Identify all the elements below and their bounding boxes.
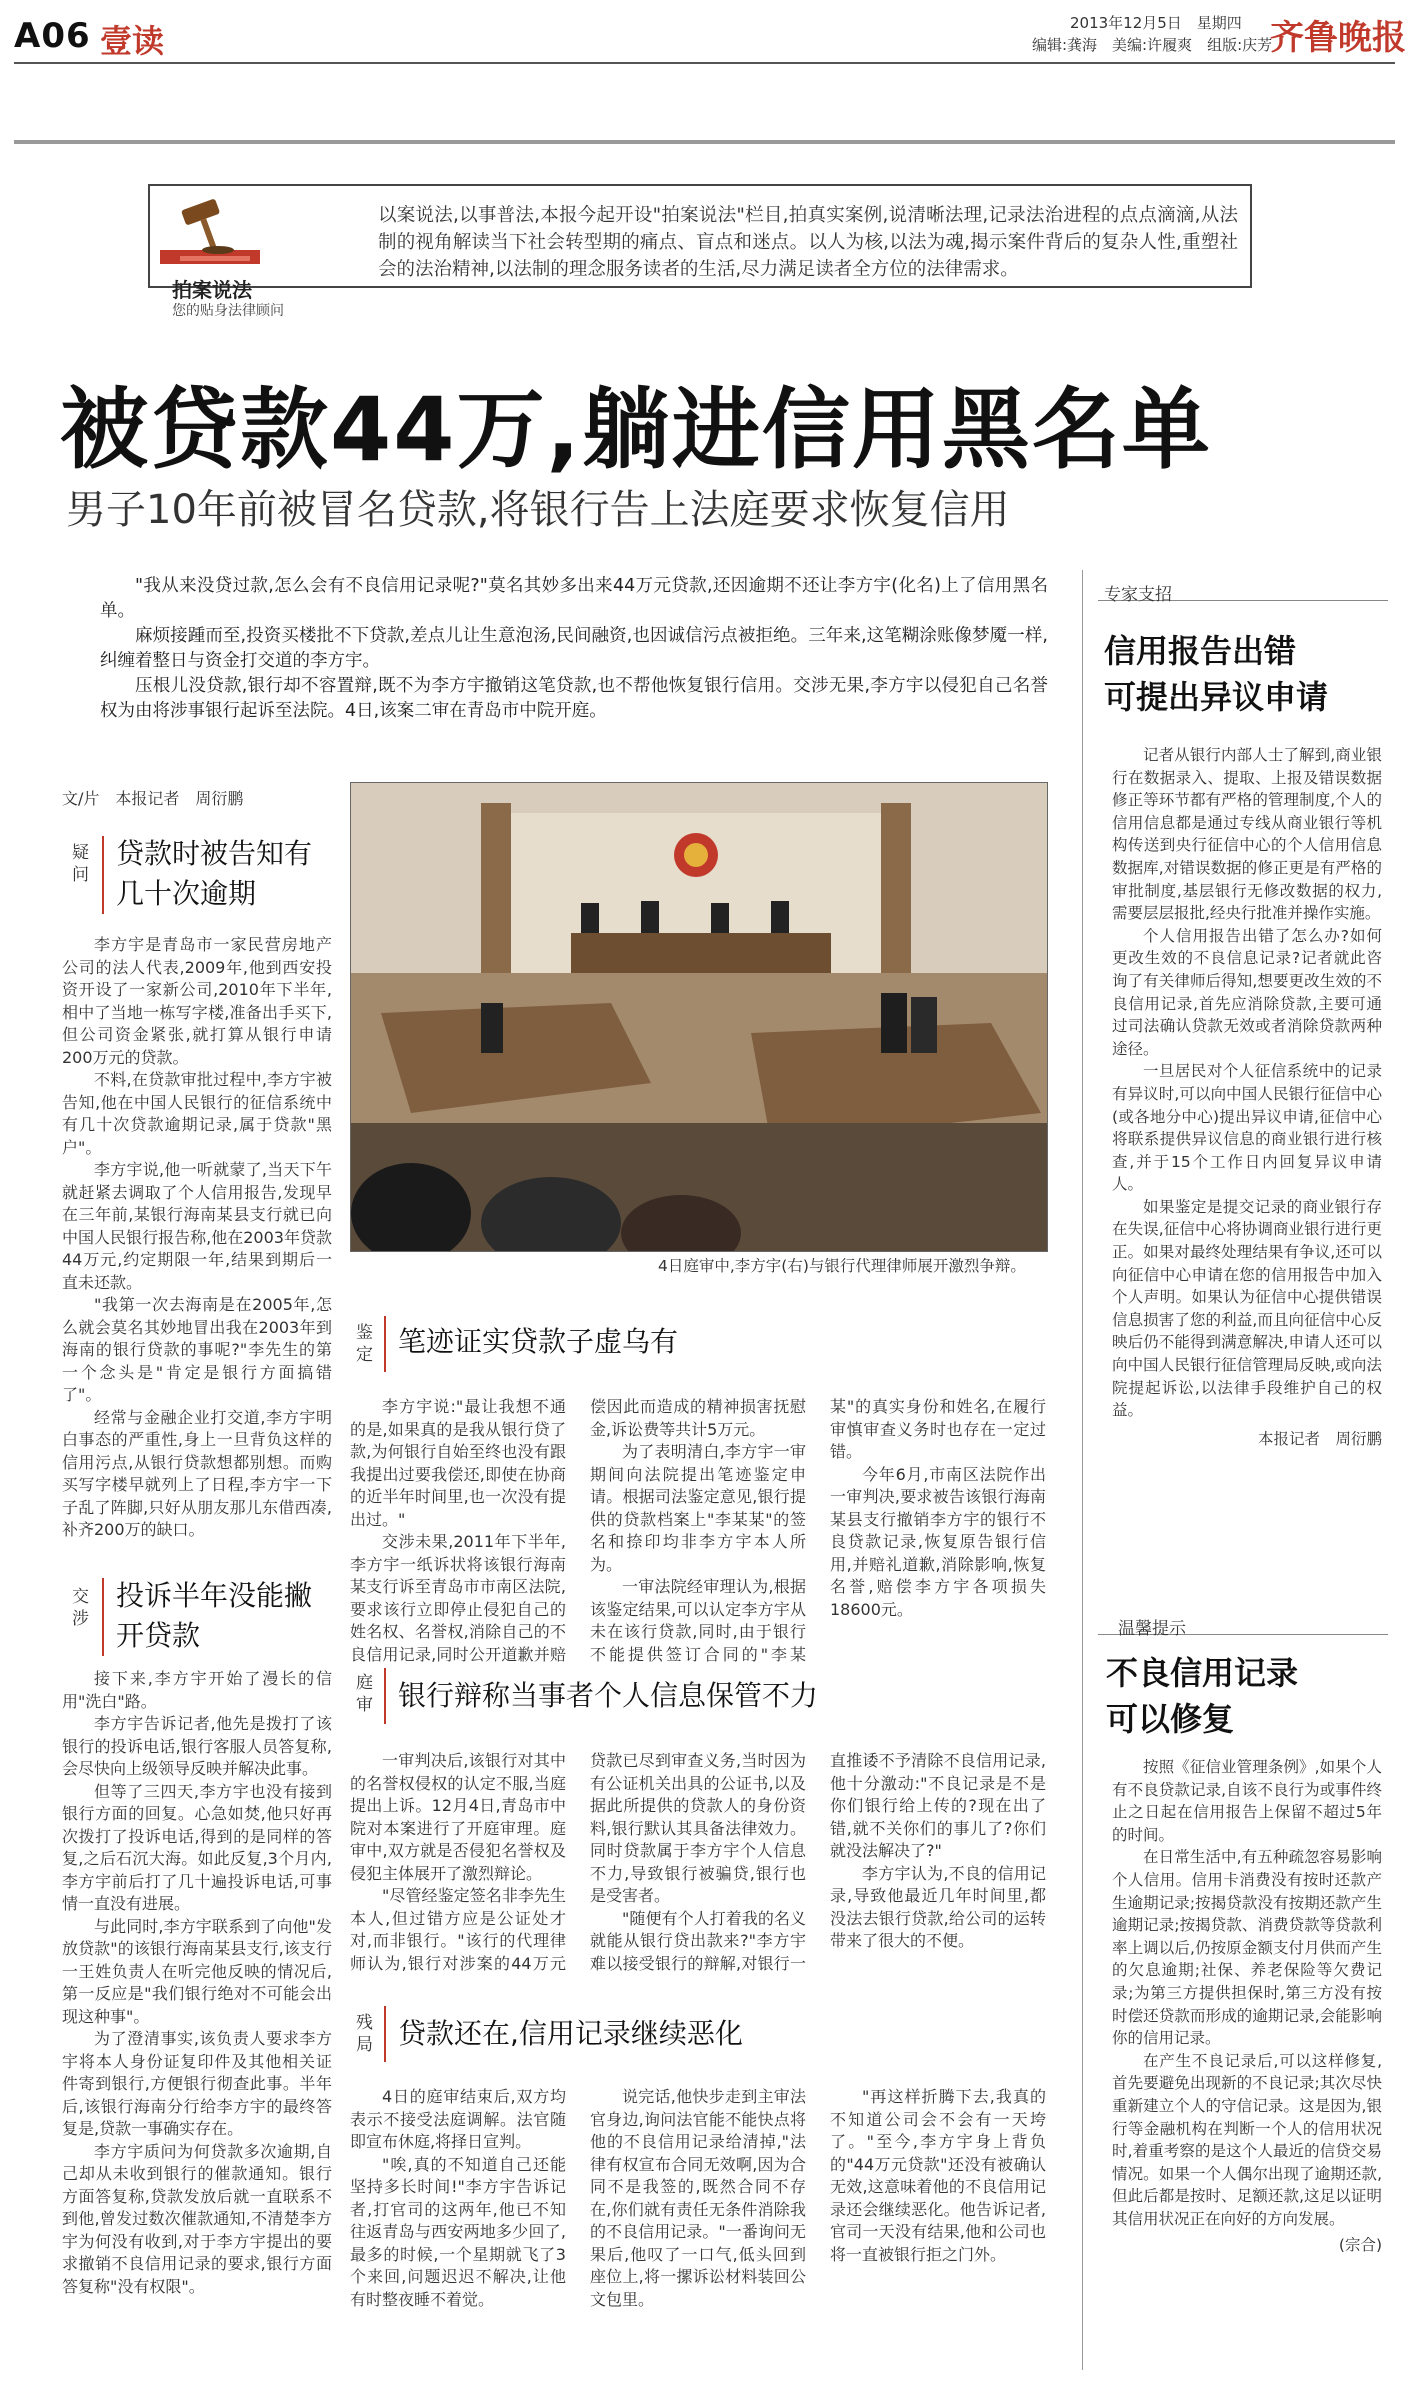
sidebar-body	[1112, 744, 1382, 1450]
subheadline: 男子10年前被冒名贷款,将银行告上法庭要求恢复信用	[66, 487, 1010, 533]
section-rule	[384, 2006, 386, 2062]
section-title: 贷款还在,信用记录继续恶化	[398, 2017, 743, 2050]
header-rule-thick	[14, 140, 1395, 144]
photo-caption: 4日庭审中,李方宇(右)与银行代理律师展开激烈争辩。	[658, 1257, 1026, 1275]
lead-paragraph: 麻烦接踵而至,投资买楼批不下贷款,差点儿让生意泡汤,民间融资,也因诚信污点被拒绝。三年来,这笔糊涂账像梦魇一样,纠缠着整日与资金打交道的李方宇。	[100, 626, 1048, 671]
section-body	[350, 2086, 1046, 2311]
section-tag: 残局	[356, 2013, 373, 2055]
sidebar-label: 专家支招	[1104, 585, 1172, 605]
sidebar-title-line: 信用报告出错	[1104, 632, 1297, 670]
sidebar-title-line: 可提出异议申请	[1104, 678, 1329, 716]
sidebar-title	[1104, 628, 1328, 720]
page-number: A06	[14, 16, 91, 56]
sidebar-label: 温馨提示	[1118, 1619, 1186, 1639]
paragraph: 李方宇说:"最让我想不通的是,如果真的是我从银行贷了款,为何银行自始至终也没有跟我提出过要我偿还,即使在协商的近半年时间里,也一次没有提出过。"	[350, 1397, 566, 1529]
paragraph: 李方宇质问为何贷款多次逾期,自己却从未收到银行的催款通知。银行方面答复称,贷款发放后就一直联系不到他,曾发过数次催款通知,不清楚李方宇为何没有收到,对于李方宇提出的要求撤销不良信用记录的要求,银行方面答复称"没有权限"。	[62, 2141, 332, 2296]
section-tag: 交涉	[72, 1587, 89, 1629]
paragraph: 经常与金融企业打交道,李方宇明白事态的严重性,身上一旦背负这样的信用污点,从银行贷款想都别想。而购买写字楼早就列上了日程,李方宇一下子乱了阵脚,只好从朋友那儿东借西凑,补齐200万的缺口。	[62, 1407, 332, 1539]
section-rule	[384, 1668, 386, 1724]
section-tag: 鉴定	[356, 1323, 373, 1365]
paragraph: 记者从银行内部人士了解到,商业银行在数据录入、提取、上报及错误数据修正等环节都有严格的管理制度,个人的信用信息都是通过专线从商业银行等机构传送到央行征信中心的个人信用信息数据库,对错误数据的修正更是有严格的审批制度,基层银行无修改数据的权力,需要层层报批,经央行批准并操作实施。	[1112, 746, 1382, 923]
paragraph: 说完话,他快步走到主审法官身边,询问法官能不能快点将他的不良信用记录给清掉,"法律有权宣布合同无效啊,因为合同不是我签的,既然合同不存在,你们就有责任无条件消除我的不良信用记录。"一番询问无果后,他叹了一口气,低头回到座位上,将一摞诉讼材料装回公文包里。	[590, 2087, 806, 2309]
lead-paragraph: "我从来没贷过款,怎么会有不良信用记录呢?"莫名其妙多出来44万元贷款,还因逾期不还让李方宇(化名)上了信用黑名单。	[100, 576, 1048, 621]
section-title: 贷款时被告知有几十次逾期	[116, 837, 313, 910]
courtroom-photo	[350, 782, 1048, 1252]
issue-date: 2013年12月5日 星期四	[1070, 14, 1242, 32]
paragraph: 4日的庭审结束后,双方均表示不接受法庭调解。法官随即宣布休庭,将择日宣判。	[350, 2087, 566, 2151]
section-title: 笔迹证实贷款子虚乌有	[398, 1325, 679, 1358]
editors-credit: 编辑:龚海 美编:许履爽 组版:庆芳	[1032, 36, 1273, 54]
paragraph: 个人信用报告出错了怎么办?如何更改生效的不良信息记录?记者就此咨询了有关律师后得知,想要更改生效的不良信用记录,首先应消除贷款,主要可通过司法确认贷款无效或者消除贷款两种途径。	[1112, 926, 1382, 1058]
header-rule	[14, 62, 1395, 64]
paragraph: 一审判决后,该银行对其中的名誉权侵权的认定不服,当庭提出上诉。12月4日,青岛市中院对本案进行了开庭审理。庭审中,双方就是否侵犯名誉权及侵犯主体展开了激烈辩论。	[350, 1751, 566, 1883]
sidebar-body	[1112, 1756, 1382, 2257]
section-rule	[102, 1578, 104, 1656]
column-name: 拍案说法	[172, 278, 252, 302]
section-tag: 疑问	[72, 843, 89, 885]
sidebar-title	[1106, 1650, 1298, 1742]
section-tag: 庭审	[356, 1673, 373, 1715]
section-rule	[102, 836, 104, 914]
paragraph: "尽管经鉴定签名非李先生本人,但过错方应是公证处才对,而非银行。"该行的代理律师认为,银行对涉案的44万元贷款已尽到审查义务,当时因为有公证机关出具的公证书,以及据此所提供的贷款人的身份资料,银行默认其具备法律效力。同时贷款属于李方宇个人信息不力,导致银行被骗贷,银行也是受害者。	[350, 1751, 806, 1973]
paragraph: 如果鉴定是提交记录的商业银行存在失误,征信中心将协调商业银行进行更正。如果对最终处理结果有争议,还可以向征信中心申请在您的信用报告中加入个人声明。如果认为征信中心提供错误信息损害了您的利益,而且向征信中心反映后仍不能得到满意解决,申请人还可以向中国人民银行征信管理局反映,或向法院提起诉讼,以法律手段维护自己的权益。	[1112, 1197, 1382, 1420]
column-intro-text: 以案说法,以事普法,本报今起开设"拍案说法"栏目,拍真实案例,说清晰法理,记录法治进程的点点滴滴,从法制的视角解读当下社会转型期的痛点、盲点和迷点。以人为核,以法为魂,揭示案件背后的复杂人性,重塑社会的法治精神,以法制的理念服务读者的生活,尽力满足读者全方位的法律需求。	[378, 205, 1238, 280]
paragraph: 李方宇是青岛市一家民营房地产公司的法人代表,2009年,他到西安投资开设了一家新公司,2010年下半年,相中了当地一栋写字楼,准备出手买下,但公司资金紧张,就打算从银行申请200万元的贷款。	[62, 935, 332, 1067]
section-title: 投诉半年没能撇开贷款	[116, 1579, 313, 1652]
paragraph: 为了澄清事实,该负责人要求李方宇将本人身份证复印件及其他相关证件寄到银行,方便银行彻查此事。半年后,该银行海南分行给李方宇的最终答复是,贷款一事确实存在。	[62, 2029, 332, 2138]
paragraph: 一旦居民对个人征信系统中的记录有异议时,可以向中国人民银行征信中心(或各地分中心)提出异议申请,征信中心将联系提供异议信息的商业银行进行核查,并于15个工作日内回复异议申请人。	[1112, 1062, 1382, 1194]
paragraph: 一审法院经审理认为,根据该鉴定结果,可以认定李方宇从未在该行贷款,同时,由于银行不能提供签订合同的"李某某"的真实身份和姓名,在履行审慎审查义务时也存在一定过错。	[590, 1397, 1046, 1664]
column-tagline: 您的贴身法律顾问	[172, 303, 284, 319]
sidebar-title-line: 可以修复	[1106, 1700, 1235, 1738]
paragraph: 今年6月,市南区法院作出一审判决,要求被告该银行海南某县支行撤销李方宇的银行不良贷款记录,恢复原告银行信用,并赔礼道歉,消除影响,恢复名誉,赔偿李方宇各项损失18600元。	[830, 1464, 1046, 1619]
section-body	[350, 1750, 1046, 1975]
paragraph: "再这样折腾下去,我真的不知道公司会不会有一天垮了。"至今,李方宇身上背负的"44万元贷款"还没有被确认无效,这意味着他的不良信用记录还会继续恶化。他告诉记者,官司一天没有结果,他和公司也将一直被银行拒之门外。	[830, 2087, 1046, 2264]
article-lead	[100, 574, 1048, 724]
section-title: 银行辩称当事者个人信息保管不力	[398, 1679, 819, 1712]
paragraph: 与此同时,李方宇联系到了向他"发放贷款"的该银行海南某县支行,该支行一王姓负责人在听完他反映的情况后,第一反应是"我们银行绝对不可能会出现这种事"。	[62, 1916, 332, 2026]
paragraph: "随便有个人打着我的名义就能从银行贷出款来?"李方宇难以接受银行的辩解,对银行一直推诿不予清除不良信用记录,他十分激动:"不良记录是不是你们银行给上传的?现在出了错,就不关你们的事儿了?你们就没法解决了?"	[590, 1751, 1046, 1973]
section-body	[62, 1668, 332, 2298]
paragraph: 交涉未果,2011年下半年,李方宇一纸诉状将该银行海南某支行诉至青岛市市南区法院,要求该行立即停止侵犯自己的姓名权、名誉权,消除自己的不良信用记录,同时公开道歉并赔偿因此而造成的精神损害抚慰金,诉讼费等共计5万元。	[350, 1397, 806, 1664]
newspaper-masthead: 齐鲁晚报	[1270, 18, 1406, 58]
section-body	[350, 1396, 1046, 1666]
paragraph: "我第一次去海南是在2005年,怎么就会莫名其妙地冒出我在2003年到海南的银行贷款的事呢?"李先生的第一个念头是"肯定是银行方面搞错了"。	[62, 1295, 332, 1404]
section-body	[62, 934, 332, 1542]
byline: 文/片 本报记者 周衍鹏	[62, 789, 244, 808]
paragraph: 为了表明清白,李方宇一审期间向法院提出笔迹鉴定申请。根据司法鉴定意见,银行提供的贷款档案上"李某某"的签名和捺印均非李方宇本人所为。	[590, 1442, 806, 1574]
paragraph: 李方宇认为,不良的信用记录,导致他最近几年时间里,都没法去银行贷款,给公司的运转带来了很大的不便。	[830, 1863, 1046, 1950]
column-divider	[1082, 570, 1083, 2370]
section-rule	[384, 1316, 386, 1372]
paragraph: 接下来,李方宇开始了漫长的信用"洗白"路。	[62, 1669, 332, 1711]
headline: 被贷款44万,躺进信用黑名单	[60, 378, 1212, 481]
paragraph: 但等了三四天,李方宇也没有接到银行方面的回复。心急如焚,他只好再次拨打了投诉电话,得到的是同样的答复,之后石沉大海。如此反复,3个月内,李方宇前后打了几十遍投诉电话,可事情一直没有进展。	[62, 1781, 332, 1913]
paragraph: "唉,真的不知道自己还能坚持多长时间!"李方宇告诉记者,打官司的这两年,他已不知往返青岛与西安两地多少回了,最多的时候,一个星期就飞了3个来回,问题迟迟不解决,让他有时整夜睡不着觉。	[350, 2154, 566, 2309]
paragraph: 在产生不良记录后,可以这样修复,首先要避免出现新的不良记录;其次尽快重新建立个人的守信记录。这是因为,银行等金融机构在判断一个人的信用状况时,着重考察的是这个人最近的信贷交易情况。如果一个人偶尔出现了逾期还款,但此后都是按时、足额还款,这足以证明其信用状况正在向好的方向发展。	[1112, 2051, 1382, 2228]
paragraph: 不料,在贷款审批过程中,李方宇被告知,他在中国人民银行的征信系统中有几十次贷款逾期记录,属于贷款"黑户"。	[62, 1070, 332, 1157]
author-sign: 本报记者 周衍鹏	[1257, 1429, 1382, 1448]
sidebar-title-line: 不良信用记录	[1106, 1654, 1299, 1692]
paragraph: 李方宇说,他一听就蒙了,当天下午就赶紧去调取了个人信用报告,发现早在三年前,某银行海南某县支行就已向中国人民银行报告称,他在2003年贷款44万元,约定期限一年,结果到期后一直未还款。	[62, 1160, 332, 1292]
author-sign: (宗合)	[1338, 2236, 1382, 2255]
lead-paragraph: 压根儿没贷款,银行却不容置辩,既不为李方宇撤销这笔贷款,也不帮他恢复银行信用。交涉无果,李方宇以侵犯自己名誉权为由将涉事银行起诉至法院。4日,该案二审在青岛市中院开庭。	[100, 676, 1048, 721]
paragraph: 按照《征信业管理条例》,如果个人有不良贷款记录,自该不良行为或事件终止之日起在信用报告上保留不超过5年的时间。	[1112, 1758, 1382, 1844]
gavel-icon	[160, 192, 260, 272]
section-name: 壹读	[100, 22, 165, 60]
paragraph: 李方宇告诉记者,他先是拨打了该银行的投诉电话,银行客服人员答复称,会尽快向上级领导反映并解决此事。	[62, 1714, 332, 1778]
paragraph: 在日常生活中,有五种疏忽容易影响个人信用。信用卡消费没有按时还款产生逾期记录;按揭贷款没有按期还款产生逾期记录;按揭贷款、消费贷款等贷款利率上调以后,仍按原金额支付月供而产生的欠息逾期;社保、养老保险等欠费记录;为第三方提供担保时,第三方没有按时偿还贷款而形成的逾期记录,会能影响你的信用记录。	[1112, 1848, 1382, 2048]
